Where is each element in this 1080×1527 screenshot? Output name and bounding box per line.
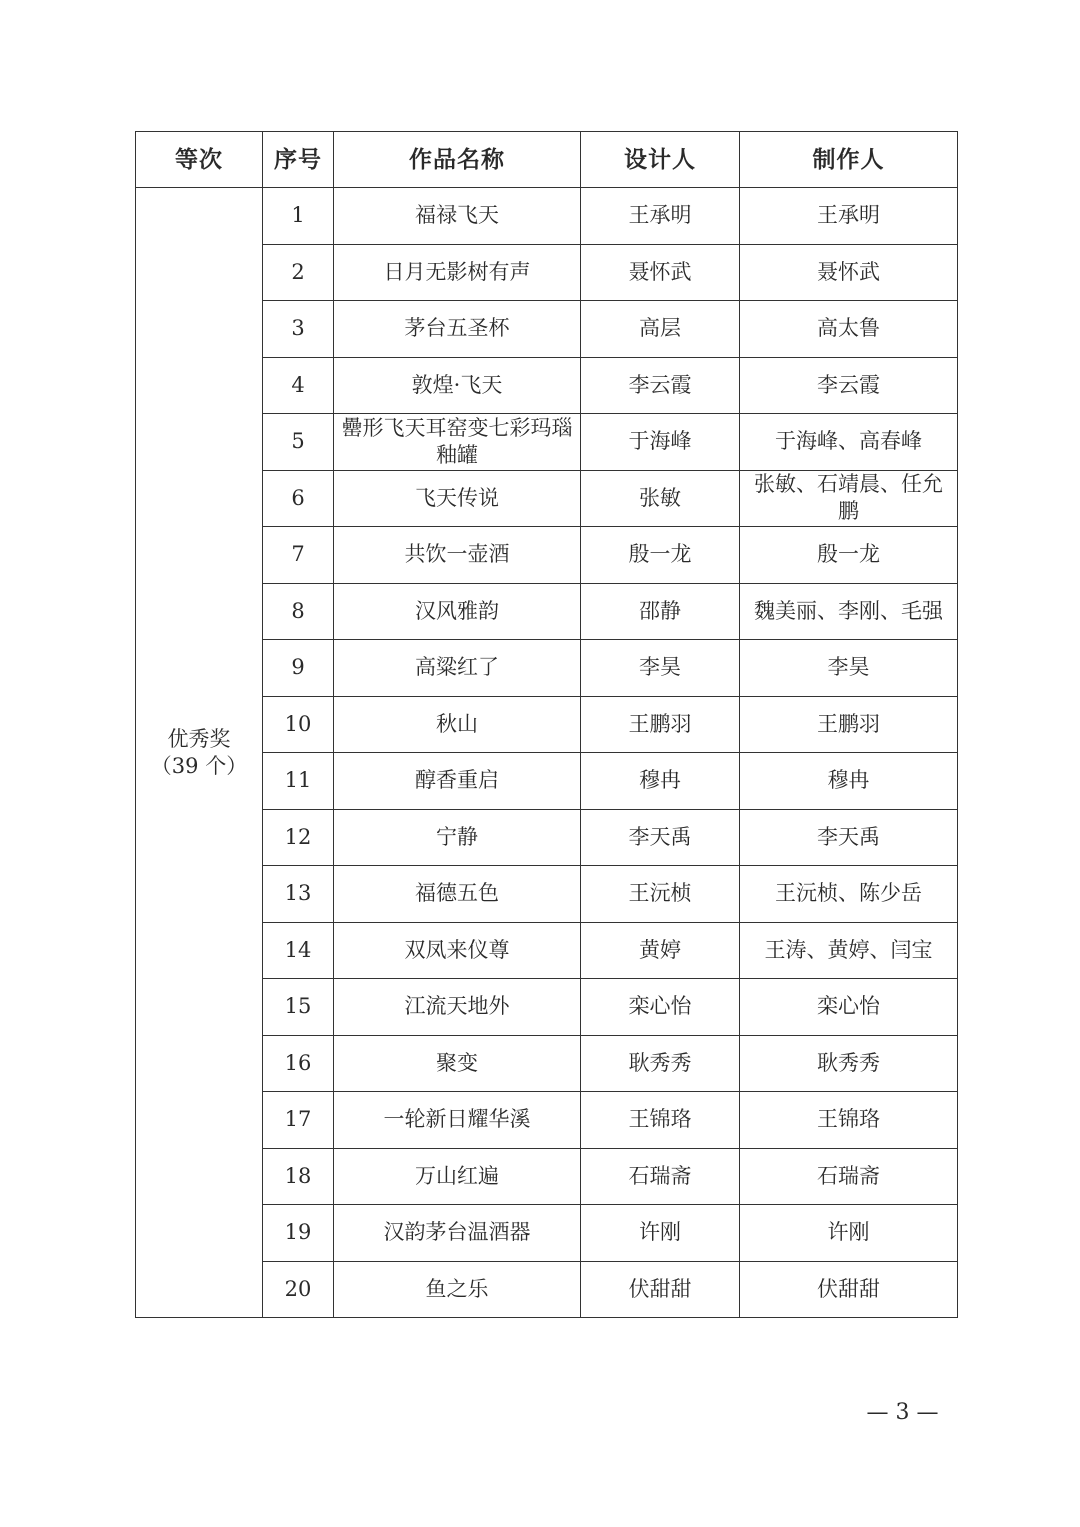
work-title: 福禄飞天 [334, 188, 581, 245]
maker-name: 石瑞斋 [740, 1148, 958, 1205]
maker-name: 王锦珞 [740, 1092, 958, 1149]
grade-cell [136, 188, 263, 1318]
designer-name: 于海峰 [581, 414, 740, 471]
row-number: 10 [263, 696, 334, 753]
designer-name: 高层 [581, 301, 740, 358]
grade-name: 优秀奖 [167, 726, 231, 751]
row-number: 3 [263, 301, 334, 358]
work-title: 醇香重启 [334, 753, 581, 810]
designer-name: 许刚 [581, 1205, 740, 1262]
designer-name: 李云霞 [581, 357, 740, 414]
maker-name: 于海峰、高春峰 [740, 414, 958, 471]
maker-name: 殷一龙 [740, 527, 958, 584]
row-number: 1 [263, 188, 334, 245]
row-number: 2 [263, 244, 334, 301]
maker-name: 伏甜甜 [740, 1261, 958, 1318]
designer-name: 邵静 [581, 583, 740, 640]
header-designer: 设计人 [581, 132, 740, 188]
maker-name: 张敏、石靖晨、任允鹏 [740, 470, 958, 527]
maker-name: 高太鲁 [740, 301, 958, 358]
designer-name: 王锦珞 [581, 1092, 740, 1149]
designer-name: 王沅桢 [581, 866, 740, 923]
row-number: 6 [263, 470, 334, 527]
designer-name: 李天禹 [581, 809, 740, 866]
designer-name: 王鹏羽 [581, 696, 740, 753]
work-title: 敦煌·飞天 [334, 357, 581, 414]
designer-name: 殷一龙 [581, 527, 740, 584]
row-number: 20 [263, 1261, 334, 1318]
designer-name: 王承明 [581, 188, 740, 245]
work-title: 汉韵茅台温酒器 [334, 1205, 581, 1262]
work-title: 宁静 [334, 809, 581, 866]
table-header [136, 132, 958, 188]
maker-name: 许刚 [740, 1205, 958, 1262]
work-title: 福德五色 [334, 866, 581, 923]
maker-name: 耿秀秀 [740, 1035, 958, 1092]
header-number: 序号 [263, 132, 334, 188]
designer-name: 伏甜甜 [581, 1261, 740, 1318]
work-title: 一轮新日耀华溪 [334, 1092, 581, 1149]
grade-count: （39 个） [150, 753, 248, 778]
header-grade: 等次 [136, 132, 263, 188]
designer-name: 栾心怡 [581, 979, 740, 1036]
row-number: 16 [263, 1035, 334, 1092]
work-title: 聚变 [334, 1035, 581, 1092]
row-number: 18 [263, 1148, 334, 1205]
table-row [136, 188, 958, 245]
maker-name: 李昊 [740, 640, 958, 697]
work-title: 共饮一壶酒 [334, 527, 581, 584]
work-title: 日月无影树有声 [334, 244, 581, 301]
maker-name: 王鹏羽 [740, 696, 958, 753]
work-title: 罍形飞天耳窑变七彩玛瑙釉罐 [334, 414, 581, 471]
work-title: 鱼之乐 [334, 1261, 581, 1318]
row-number: 7 [263, 527, 334, 584]
row-number: 9 [263, 640, 334, 697]
work-title: 万山红遍 [334, 1148, 581, 1205]
designer-name: 李昊 [581, 640, 740, 697]
page-number: — 3 — [866, 1400, 939, 1425]
row-number: 15 [263, 979, 334, 1036]
maker-name: 王承明 [740, 188, 958, 245]
row-number: 4 [263, 357, 334, 414]
maker-name: 栾心怡 [740, 979, 958, 1036]
maker-name: 李天禹 [740, 809, 958, 866]
maker-name: 魏美丽、李刚、毛强 [740, 583, 958, 640]
maker-name: 穆冉 [740, 753, 958, 810]
work-title: 江流天地外 [334, 979, 581, 1036]
maker-name: 王涛、黄婷、闫宝 [740, 922, 958, 979]
row-number: 19 [263, 1205, 334, 1262]
row-number: 5 [263, 414, 334, 471]
row-number: 13 [263, 866, 334, 923]
award-table [135, 131, 958, 1318]
table-body [136, 188, 958, 1318]
designer-name: 聂怀武 [581, 244, 740, 301]
work-title: 飞天传说 [334, 470, 581, 527]
work-title: 双凤来仪尊 [334, 922, 581, 979]
row-number: 11 [263, 753, 334, 810]
designer-name: 石瑞斋 [581, 1148, 740, 1205]
designer-name: 穆冉 [581, 753, 740, 810]
row-number: 12 [263, 809, 334, 866]
designer-name: 耿秀秀 [581, 1035, 740, 1092]
work-title: 秋山 [334, 696, 581, 753]
work-title: 茅台五圣杯 [334, 301, 581, 358]
maker-name: 李云霞 [740, 357, 958, 414]
maker-name: 王沅桢、陈少岳 [740, 866, 958, 923]
maker-name: 聂怀武 [740, 244, 958, 301]
row-number: 8 [263, 583, 334, 640]
row-number: 17 [263, 1092, 334, 1149]
designer-name: 黄婷 [581, 922, 740, 979]
row-number: 14 [263, 922, 334, 979]
work-title: 汉风雅韵 [334, 583, 581, 640]
designer-name: 张敏 [581, 470, 740, 527]
work-title: 高粱红了 [334, 640, 581, 697]
header-maker: 制作人 [740, 132, 958, 188]
header-row [136, 132, 958, 188]
header-work-title: 作品名称 [334, 132, 581, 188]
